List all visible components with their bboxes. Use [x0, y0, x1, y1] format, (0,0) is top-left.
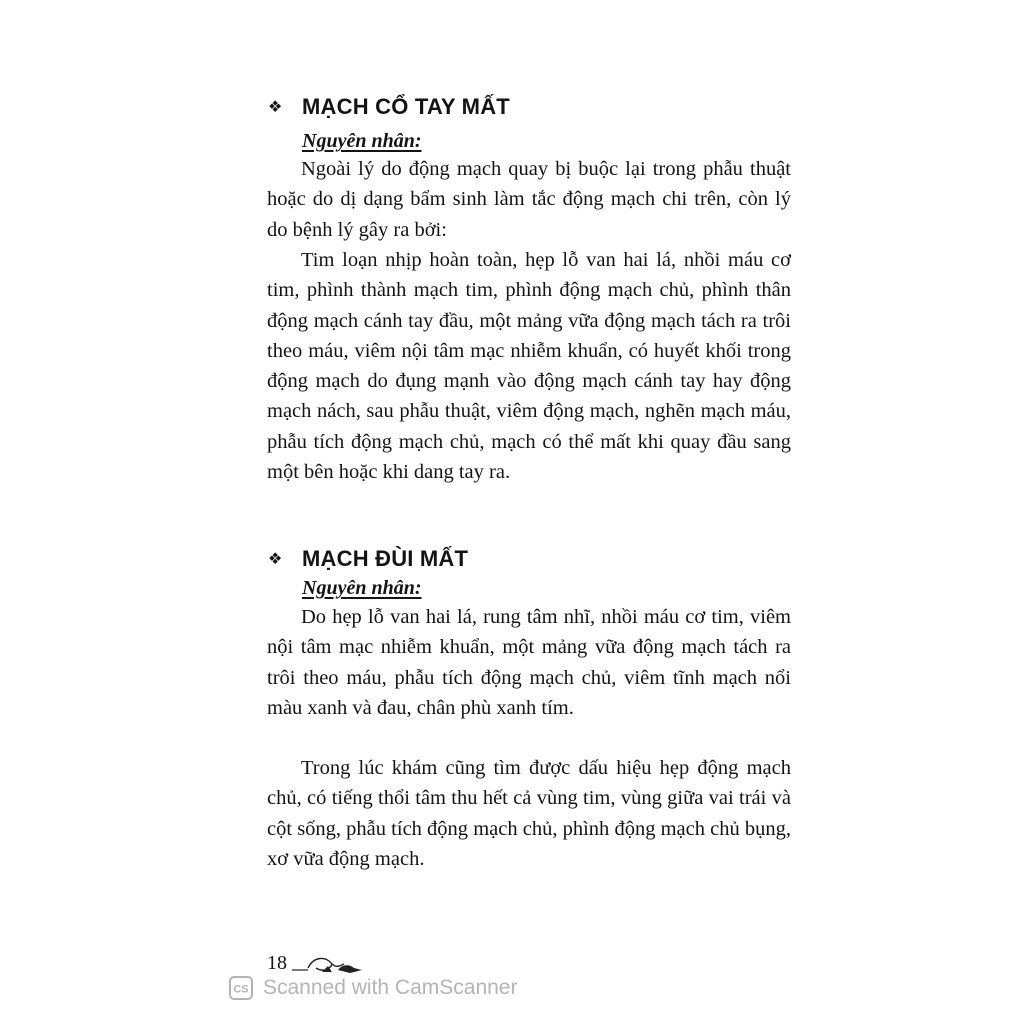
section-heading-text: MẠCH ĐÙI MẤT	[302, 546, 469, 571]
subheading-cause: Nguyên nhân:	[302, 577, 422, 599]
paragraph: Tim loạn nhịp hoàn toàn, hẹp lỗ van hai lá, nhồi máu cơ tim, phình thành mạch tim, phình động mạch chủ, phình thân động mạch cánh tay đầu, một mảng vữa động mạch tách ra trôi theo máu, viêm nội tâm mạc nhiễm khuẩn, có huyết khối trong động mạch do đụng mạnh vào động mạch cánh tay hay động mạch nách, sau phẫu thuật, viêm động mạch, nghẽn mạch máu, phẫu tích động mạch chủ, mạch có thể mất khi quay đầu sang một bên hoặc khi dang tay ra.	[267, 249, 791, 484]
page-number: 18	[267, 952, 287, 974]
section-heading-femoral-pulse	[268, 546, 468, 572]
subheading-cause: Nguyên nhân:	[302, 130, 422, 152]
section-heading-text: MẠCH CỔ TAY MẤT	[302, 94, 510, 119]
footer-ornament-icon	[292, 950, 366, 976]
paragraph: Do hẹp lỗ van hai lá, rung tâm nhĩ, nhồi máu cơ tim, viêm nội tâm mạc nhiễm khuẩn, một mảng vữa động mạch tách ra trôi theo máu, phẫu tích động mạch chủ, viêm tĩnh mạch nổi màu xanh và đau, chân phù xanh tím.	[267, 606, 791, 719]
section-heading-wrist-pulse	[268, 94, 510, 120]
paragraph: Ngoài lý do động mạch quay bị buộc lại trong phẫu thuật hoặc do dị dạng bẩm sinh làm tắc động mạch chi trên, còn lý do bệnh lý gây ra bởi:	[267, 158, 791, 241]
logo-text: CS	[233, 983, 249, 996]
camscanner-logo-icon	[229, 976, 253, 1000]
paragraph: Trong lúc khám cũng tìm được dấu hiệu hẹp động mạch chủ, có tiếng thổi tâm thu hết cả vùng tim, vùng giữa vai trái và cột sống, phẫu tích động mạch chủ, phình động mạch chủ bụng, xơ vữa động mạch.	[267, 757, 791, 870]
diamond-bullet-icon: ❖	[268, 551, 283, 568]
diamond-bullet-icon: ❖	[268, 99, 283, 116]
watermark-text: Scanned with CamScanner	[263, 976, 518, 999]
camscanner-watermark	[229, 976, 517, 1000]
